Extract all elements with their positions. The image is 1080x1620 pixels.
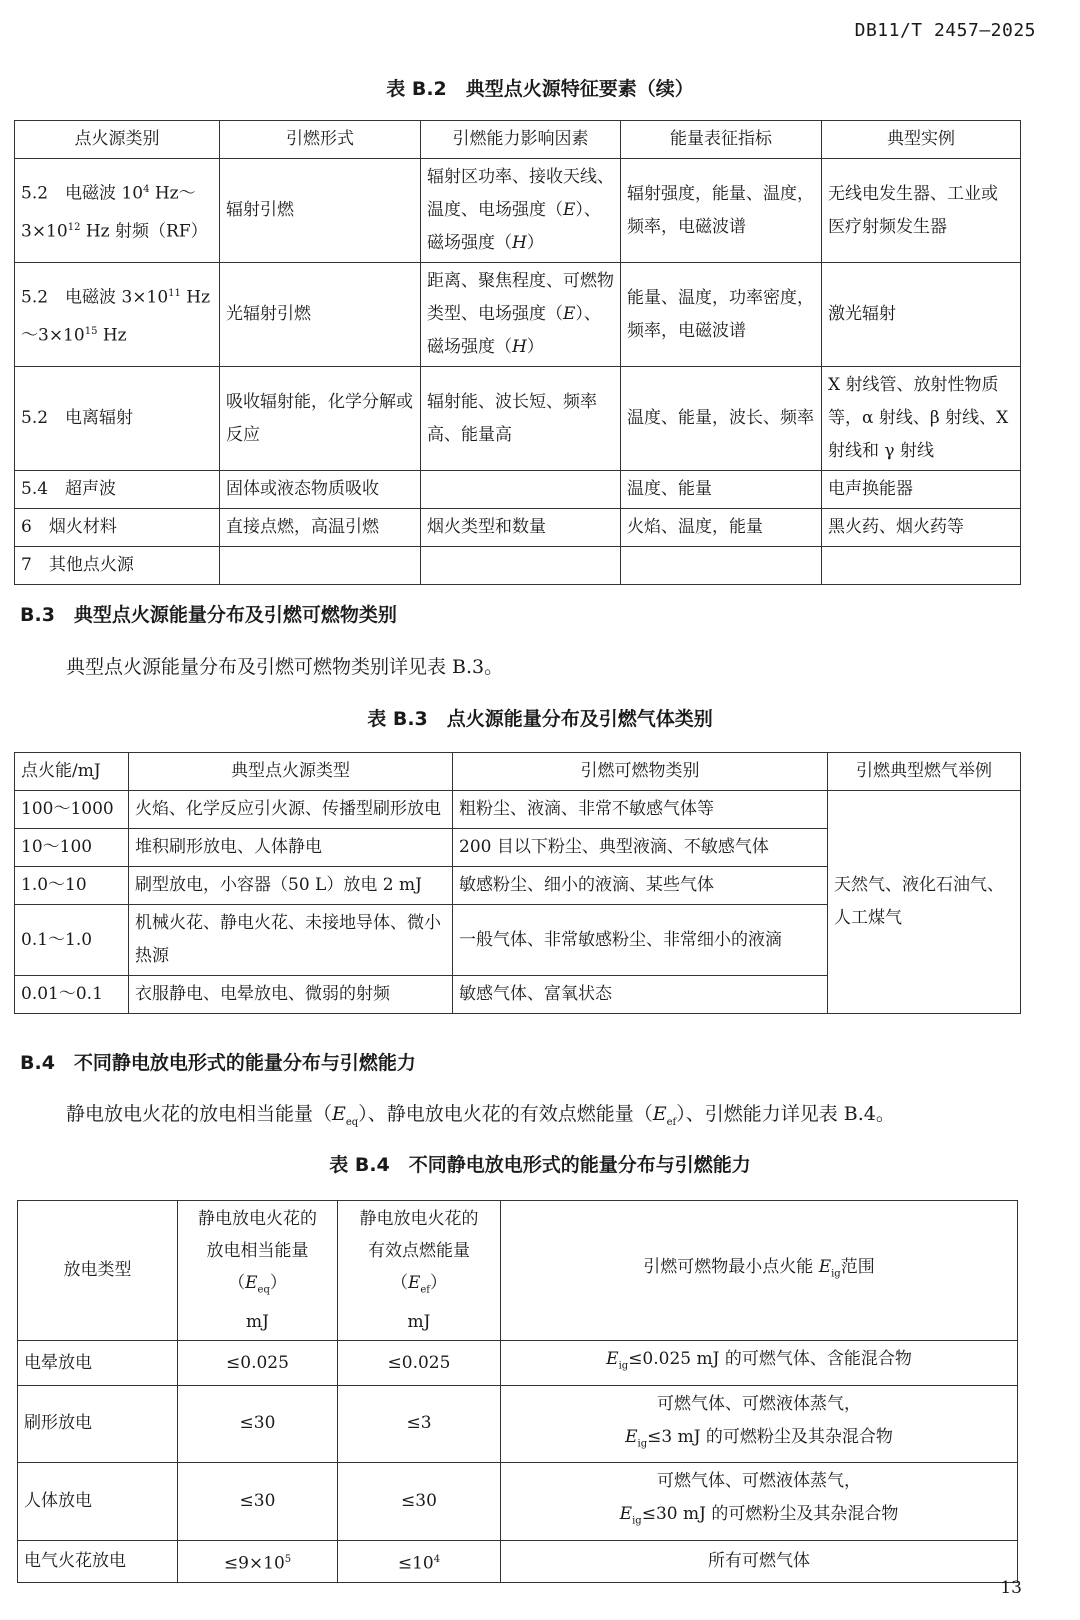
ignition-form: 光辐射引燃 bbox=[220, 263, 421, 367]
ignition-energy: 0.1～1.0 bbox=[15, 905, 129, 976]
typical-example: 黑火药、烟火药等 bbox=[822, 509, 1021, 547]
table-b2-header: 点火源类别 bbox=[15, 121, 220, 159]
effective-ignition-energy: ≤30 bbox=[338, 1463, 501, 1540]
table-row bbox=[15, 509, 1021, 547]
table-b2 bbox=[14, 120, 1021, 585]
ignition-factors: 烟火类型和数量 bbox=[421, 509, 621, 547]
source-type: 堆积刷形放电、人体静电 bbox=[129, 829, 453, 867]
table-b2-caption: 表 B.2 典型点火源特征要素（续） bbox=[386, 78, 694, 100]
table-b4-header: 放电类型 bbox=[18, 1201, 178, 1341]
energy-indicator: 温度、能量 bbox=[621, 471, 822, 509]
table-b3-header: 点火能/mJ bbox=[15, 753, 129, 791]
ignition-energy: 1.0～10 bbox=[15, 867, 129, 905]
table-b2-header-row bbox=[15, 121, 1021, 159]
typical-example: 激光辐射 bbox=[822, 263, 1021, 367]
discharge-type: 电气火花放电 bbox=[18, 1540, 178, 1583]
table-b4 bbox=[17, 1200, 1018, 1583]
table-row bbox=[18, 1540, 1018, 1583]
table-b2-header: 典型实例 bbox=[822, 121, 1021, 159]
ignition-factors bbox=[421, 471, 621, 509]
table-row bbox=[18, 1463, 1018, 1540]
ignition-form bbox=[220, 547, 421, 585]
combustible-category: 敏感粉尘、细小的液滴、某些气体 bbox=[453, 867, 828, 905]
section-b4-text: 静电放电火花的放电相当能量$(E_{eq})$、静电放电火花的有效点燃能量$(E_{ef})$、引燃能力详见表 B.4。 bbox=[66, 1103, 895, 1128]
combustible-category: 粗粉尘、液滴、非常不敏感气体等 bbox=[453, 791, 828, 829]
typical-example: X 射线管、放射性物质等，α 射线、β 射线、X 射线和 γ 射线 bbox=[822, 367, 1021, 471]
ignition-form: 固体或液态物质吸收 bbox=[220, 471, 421, 509]
table-row bbox=[15, 791, 1021, 829]
energy-indicator: 辐射强度，能量、温度，频率，电磁波谱 bbox=[621, 159, 822, 263]
typical-example bbox=[822, 547, 1021, 585]
ignition-energy: 0.01～0.1 bbox=[15, 976, 129, 1014]
ignition-form: 辐射引燃 bbox=[220, 159, 421, 263]
table-row bbox=[15, 159, 1021, 263]
energy-indicator: 能量、温度，功率密度，频率，电磁波谱 bbox=[621, 263, 822, 367]
ignition-factors: 辐射能、波长短、频率高、能量高 bbox=[421, 367, 621, 471]
table-b4-header-row bbox=[18, 1201, 1018, 1341]
table-row bbox=[15, 471, 1021, 509]
ignition-factors: 辐射区功率、接收天线、温度、电场强度（E）、磁场强度（H） bbox=[421, 159, 621, 263]
ignition-range: 可燃气体、可燃液体蒸气， $E_{ig}\le 3$ mJ 的可燃粉尘及其杂混合物 bbox=[501, 1385, 1018, 1462]
ignition-range: 所有可燃气体 bbox=[501, 1540, 1018, 1583]
table-b4-header: 静电放电火花的 有效点燃能量 $(E_{ef})$ mJ bbox=[338, 1201, 501, 1341]
standard-code: DB11/T 2457—2025 bbox=[854, 20, 1036, 41]
typical-example: 电声换能器 bbox=[822, 471, 1021, 509]
table-row bbox=[18, 1341, 1018, 1385]
typical-example: 无线电发生器、工业或医疗射频发生器 bbox=[822, 159, 1021, 263]
table-row bbox=[15, 367, 1021, 471]
section-b3-heading: B.3 典型点火源能量分布及引燃可燃物类别 bbox=[20, 604, 397, 626]
equivalent-energy: ≤0.025 bbox=[178, 1341, 338, 1385]
table-b3-header: 典型点火源类型 bbox=[129, 753, 453, 791]
ignition-category: 5.2 电离辐射 bbox=[15, 367, 220, 471]
table-row bbox=[15, 547, 1021, 585]
table-row bbox=[15, 263, 1021, 367]
effective-ignition-energy: ≤0.025 bbox=[338, 1341, 501, 1385]
discharge-type: 人体放电 bbox=[18, 1463, 178, 1540]
ignition-category: 5.2 电磁波 $3\times 10^{11}$ Hz $\sim 3\times 10^{15}$ Hz bbox=[15, 263, 220, 367]
table-b4-caption: 表 B.4 不同静电放电形式的能量分布与引燃能力 bbox=[329, 1154, 751, 1176]
combustible-category: 一般气体、非常敏感粉尘、非常细小的液滴 bbox=[453, 905, 828, 976]
table-b3-caption: 表 B.3 点火源能量分布及引燃气体类别 bbox=[367, 708, 713, 730]
equivalent-energy: $\le 9\times 10^5$ bbox=[178, 1540, 338, 1583]
equivalent-energy: ≤30 bbox=[178, 1463, 338, 1540]
table-b3-header: 引燃可燃物类别 bbox=[453, 753, 828, 791]
ignition-factors: 距离、聚焦程度、可燃物类型、电场强度（E）、磁场强度（H） bbox=[421, 263, 621, 367]
discharge-type: 刷形放电 bbox=[18, 1385, 178, 1462]
effective-ignition-energy: ≤3 bbox=[338, 1385, 501, 1462]
ignition-range: 可燃气体、可燃液体蒸气， $E_{ig}\le 30$ mJ 的可燃粉尘及其杂混合物 bbox=[501, 1463, 1018, 1540]
table-b2-header: 能量表征指标 bbox=[621, 121, 822, 159]
table-b4-header: 引燃可燃物最小点火能 $E_{ig}$范围 bbox=[501, 1201, 1018, 1341]
discharge-type: 电晕放电 bbox=[18, 1341, 178, 1385]
ignition-range: $E_{ig}\le 0.025$ mJ 的可燃气体、含能混合物 bbox=[501, 1341, 1018, 1385]
source-type: 刷型放电，小容器（50 L）放电 2 mJ bbox=[129, 867, 453, 905]
table-b2-header: 引燃形式 bbox=[220, 121, 421, 159]
source-type: 火焰、化学反应引火源、传播型刷形放电 bbox=[129, 791, 453, 829]
ignition-form: 吸收辐射能，化学分解或反应 bbox=[220, 367, 421, 471]
table-b3-header: 引燃典型燃气举例 bbox=[828, 753, 1021, 791]
gas-examples: 天然气、液化石油气、人工煤气 bbox=[828, 791, 1021, 1014]
effective-ignition-energy: $\le 10^4$ bbox=[338, 1540, 501, 1583]
combustible-category: 200 目以下粉尘、典型液滴、不敏感气体 bbox=[453, 829, 828, 867]
equivalent-energy: ≤30 bbox=[178, 1385, 338, 1462]
table-b4-header: 静电放电火花的 放电相当能量 $(E_{eq})$ mJ bbox=[178, 1201, 338, 1341]
table-row bbox=[18, 1385, 1018, 1462]
ignition-energy: 100～1000 bbox=[15, 791, 129, 829]
page-number: 13 bbox=[1000, 1578, 1022, 1598]
ignition-category: 7 其他点火源 bbox=[15, 547, 220, 585]
table-b3 bbox=[14, 752, 1021, 1014]
energy-indicator: 温度、能量，波长、频率 bbox=[621, 367, 822, 471]
ignition-category: 6 烟火材料 bbox=[15, 509, 220, 547]
ignition-energy: 10～100 bbox=[15, 829, 129, 867]
ignition-category: 5.2 电磁波 $10^4$ Hz～ $3\times 10^{12}$ Hz 射频（RF） bbox=[15, 159, 220, 263]
source-type: 衣服静电、电晕放电、微弱的射频 bbox=[129, 976, 453, 1014]
table-b3-header-row bbox=[15, 753, 1021, 791]
ignition-factors bbox=[421, 547, 621, 585]
energy-indicator bbox=[621, 547, 822, 585]
section-b4-heading: B.4 不同静电放电形式的能量分布与引燃能力 bbox=[20, 1052, 416, 1074]
ignition-form: 直接点燃，高温引燃 bbox=[220, 509, 421, 547]
ignition-category: 5.4 超声波 bbox=[15, 471, 220, 509]
combustible-category: 敏感气体、富氧状态 bbox=[453, 976, 828, 1014]
energy-indicator: 火焰、温度，能量 bbox=[621, 509, 822, 547]
table-b2-header: 引燃能力影响因素 bbox=[421, 121, 621, 159]
section-b3-text: 典型点火源能量分布及引燃可燃物类别详见表 B.3。 bbox=[66, 656, 504, 678]
source-type: 机械火花、静电火花、未接地导体、微小热源 bbox=[129, 905, 453, 976]
